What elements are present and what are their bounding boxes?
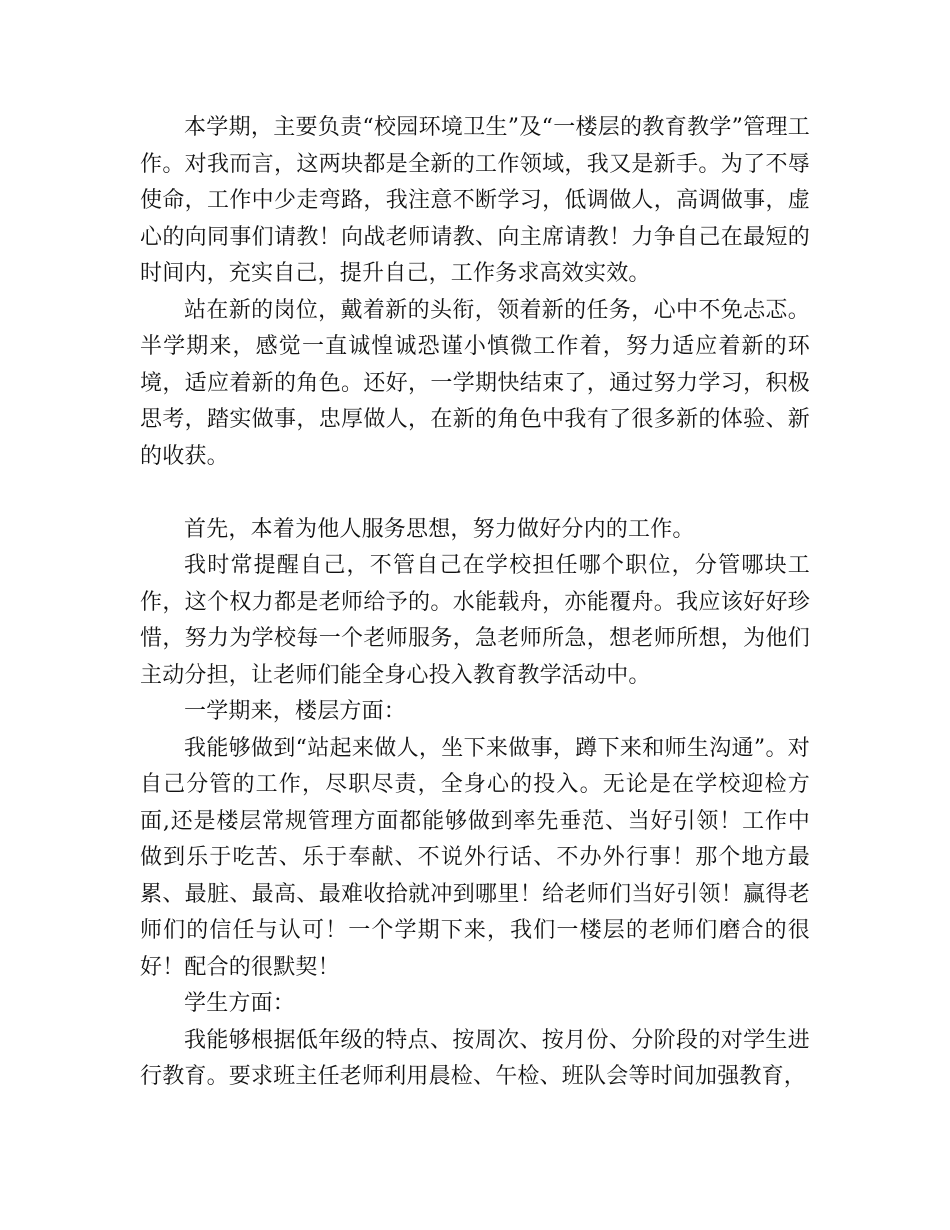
- paragraph-floor-heading: 一学期来，楼层方面：: [184, 699, 407, 724]
- paragraph-gap: [140, 475, 810, 512]
- document-body: [140, 110, 810, 1096]
- paragraph-service: 我时常提醒自己，不管自己在学校担任哪个职位，分管哪块工作，这个权力都是老师给予的。水能载舟，亦能覆舟。我应该好好珍惜，努力为学校每一个老师服务，急老师所急，想老师所想，为他们主动分担，让老师们能全身心投入教育教学活动中。: [140, 553, 810, 688]
- paragraph-floor-work: 我能够做到“站起来做人，坐下来做事，蹲下来和师生沟通”。对自己分管的工作，尽职尽责，全身心的投入。无论是在学校迎检方面,还是楼层常规管理方面都能够做到率先垂范、当好引领！工作中做到乐于吃苦、乐于奉献、不说外行话、不办外行事！那个地方最累、最脏、最高、最难收拾就冲到哪里！给老师们当好引领！赢得老师们的信任与认可！一个学期下来，我们一楼层的老师们磨合的很好！配合的很默契！: [140, 735, 810, 980]
- paragraph-student-heading: 学生方面：: [184, 991, 296, 1016]
- paragraph-new-role: 站在新的岗位，戴着新的头衔，领着新的任务，心中不免忐忑。半学期来，感觉一直诚惶诚恐谨小慎微工作着，努力适应着新的环境，适应着新的角色。还好，一学期快结束了，通过努力学习，积极思考，踏实做事，忠厚做人，在新的角色中我有了很多新的体验、新的收获。: [140, 297, 810, 469]
- paragraph-student-work: 我能够根据低年级的特点、按周次、按月份、分阶段的对学生进行教育。要求班主任老师利用晨检、午检、班队会等时间加强教育，: [140, 1027, 810, 1089]
- paragraph-first-point: 首先，本着为他人服务思想，努力做好分内的工作。: [184, 516, 695, 542]
- paragraph-duties: 本学期，主要负责“校园环境卫生”及“一楼层的教育教学”管理工作。对我而言，这两块都是全新的工作领域，我又是新手。为了不辱使命，工作中少走弯路，我注意不断学习，低调做人，高调做事，虚心的向同事们请教！向战老师请教、向主席请教！力争自己在最短的时间内，充实自己，提升自己，工作务求高效实效。: [140, 115, 810, 286]
